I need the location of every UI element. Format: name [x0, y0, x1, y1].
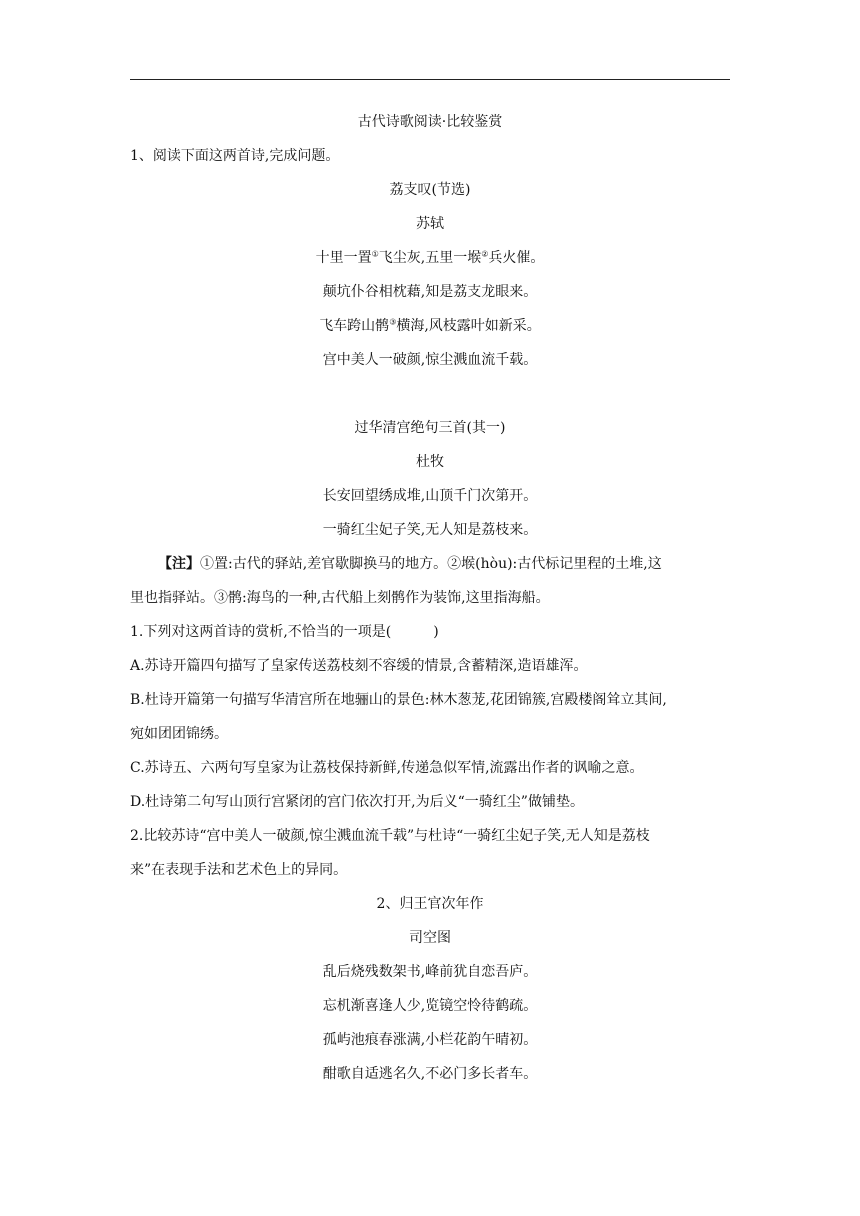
notes-line-2: 里也指驿站。③鹘:海鸟的一种,古代船上刻鹘作为装饰,这里指海船。 [130, 590, 550, 606]
poem-3-line-3: 孤屿池痕春涨满,小栏花韵午晴初。 [322, 1032, 538, 1048]
poem-1-title: 荔支叹(节选) [389, 182, 471, 198]
poem-2-title: 过华清宫绝句三首(其一) [354, 420, 506, 436]
question-1-prompt: 1、阅读下面这两首诗,完成问题。 [130, 148, 340, 164]
sub-question-2-line-1: 2.比较苏诗“宫中美人一破颜,惊尘溅血流千载”与杜诗“一骑红尘妃子笑,无人知是荔枝 [130, 828, 650, 844]
poem-1-line-3-part-b: 横海,风枝露叶如新采。 [396, 318, 541, 334]
poem-1-line-4: 宫中美人一破颜,惊尘溅血流千载。 [322, 352, 538, 368]
poem-1-line-3-part-a: 飞车跨山鹘 [319, 318, 390, 334]
poem-1-line-3 [130, 316, 730, 336]
notes-label: 【注】 [158, 556, 200, 572]
poem-3-line-4: 酣歌自适逃名久,不必门多长者车。 [322, 1066, 538, 1082]
option-d: D.杜诗第二句写山顶行宫紧闭的宫门依次打开,为后义“一骑红尘”做铺垫。 [130, 794, 584, 810]
notes-text-1: ①置:古代的驿站,差官歇脚换马的地方。②堠(hòu):古代标记里程的土堆,这 [200, 556, 662, 572]
question-2-title: 2、归王官次年作 [376, 896, 484, 912]
option-c: C.苏诗五、六两句写皇家为让荔枝保持新鲜,传递急似军情,流露出作者的讽喻之意。 [130, 760, 644, 776]
poem-1-author: 苏轼 [416, 216, 444, 232]
option-b-line-1: B.杜诗开篇第一句描写华清宫所在地骊山的景色:林木葱茏,花团锦簇,宫殿楼阁耸立其间, [130, 692, 667, 708]
poem-3-line-1: 乱后烧残数架书,峰前犹自恋吾庐。 [322, 964, 538, 980]
footnote-marker-1: ① [371, 249, 379, 259]
poem-1-line-1-part-a: 十里一置 [315, 250, 372, 266]
poem-1-line-2: 颠坑仆谷相枕藉,知是荔支龙眼来。 [322, 284, 538, 300]
option-a: A.苏诗开篇四句描写了皇家传送荔枝刻不容缓的情景,含蓄精深,造语雄浑。 [130, 658, 588, 674]
question-2-author: 司空图 [409, 930, 451, 946]
option-b-line-2: 宛如团团锦绣。 [130, 726, 228, 742]
section-title: 古代诗歌阅读·比较鉴赏 [357, 114, 503, 130]
poem-2-line-1: 长安回望绣成堆,山顶千门次第开。 [322, 488, 538, 504]
footnote-marker-3: ③ [389, 317, 397, 327]
sub-question-2-line-2: 来”在表现手法和艺术色上的异同。 [130, 862, 348, 878]
footnote-marker-2: ② [481, 249, 489, 259]
poem-3-line-2: 忘机渐喜逢人少,览镜空怜待鹤疏。 [322, 998, 538, 1014]
poem-1-line-1 [130, 248, 730, 268]
poem-2-line-2: 一骑红尘妃子笑,无人知是荔枝来。 [322, 522, 538, 538]
notes-line-1 [130, 554, 730, 574]
sub-question-1-stem: 1.下列对这两首诗的赏析,不恰当的一项是( ) [130, 624, 439, 640]
poem-2-author: 杜牧 [416, 454, 444, 470]
poem-1-line-1-part-c: 兵火催。 [488, 250, 545, 266]
header-rule [130, 79, 730, 80]
poem-1-line-1-part-b: 飞尘灰,五里一堠 [378, 250, 482, 266]
